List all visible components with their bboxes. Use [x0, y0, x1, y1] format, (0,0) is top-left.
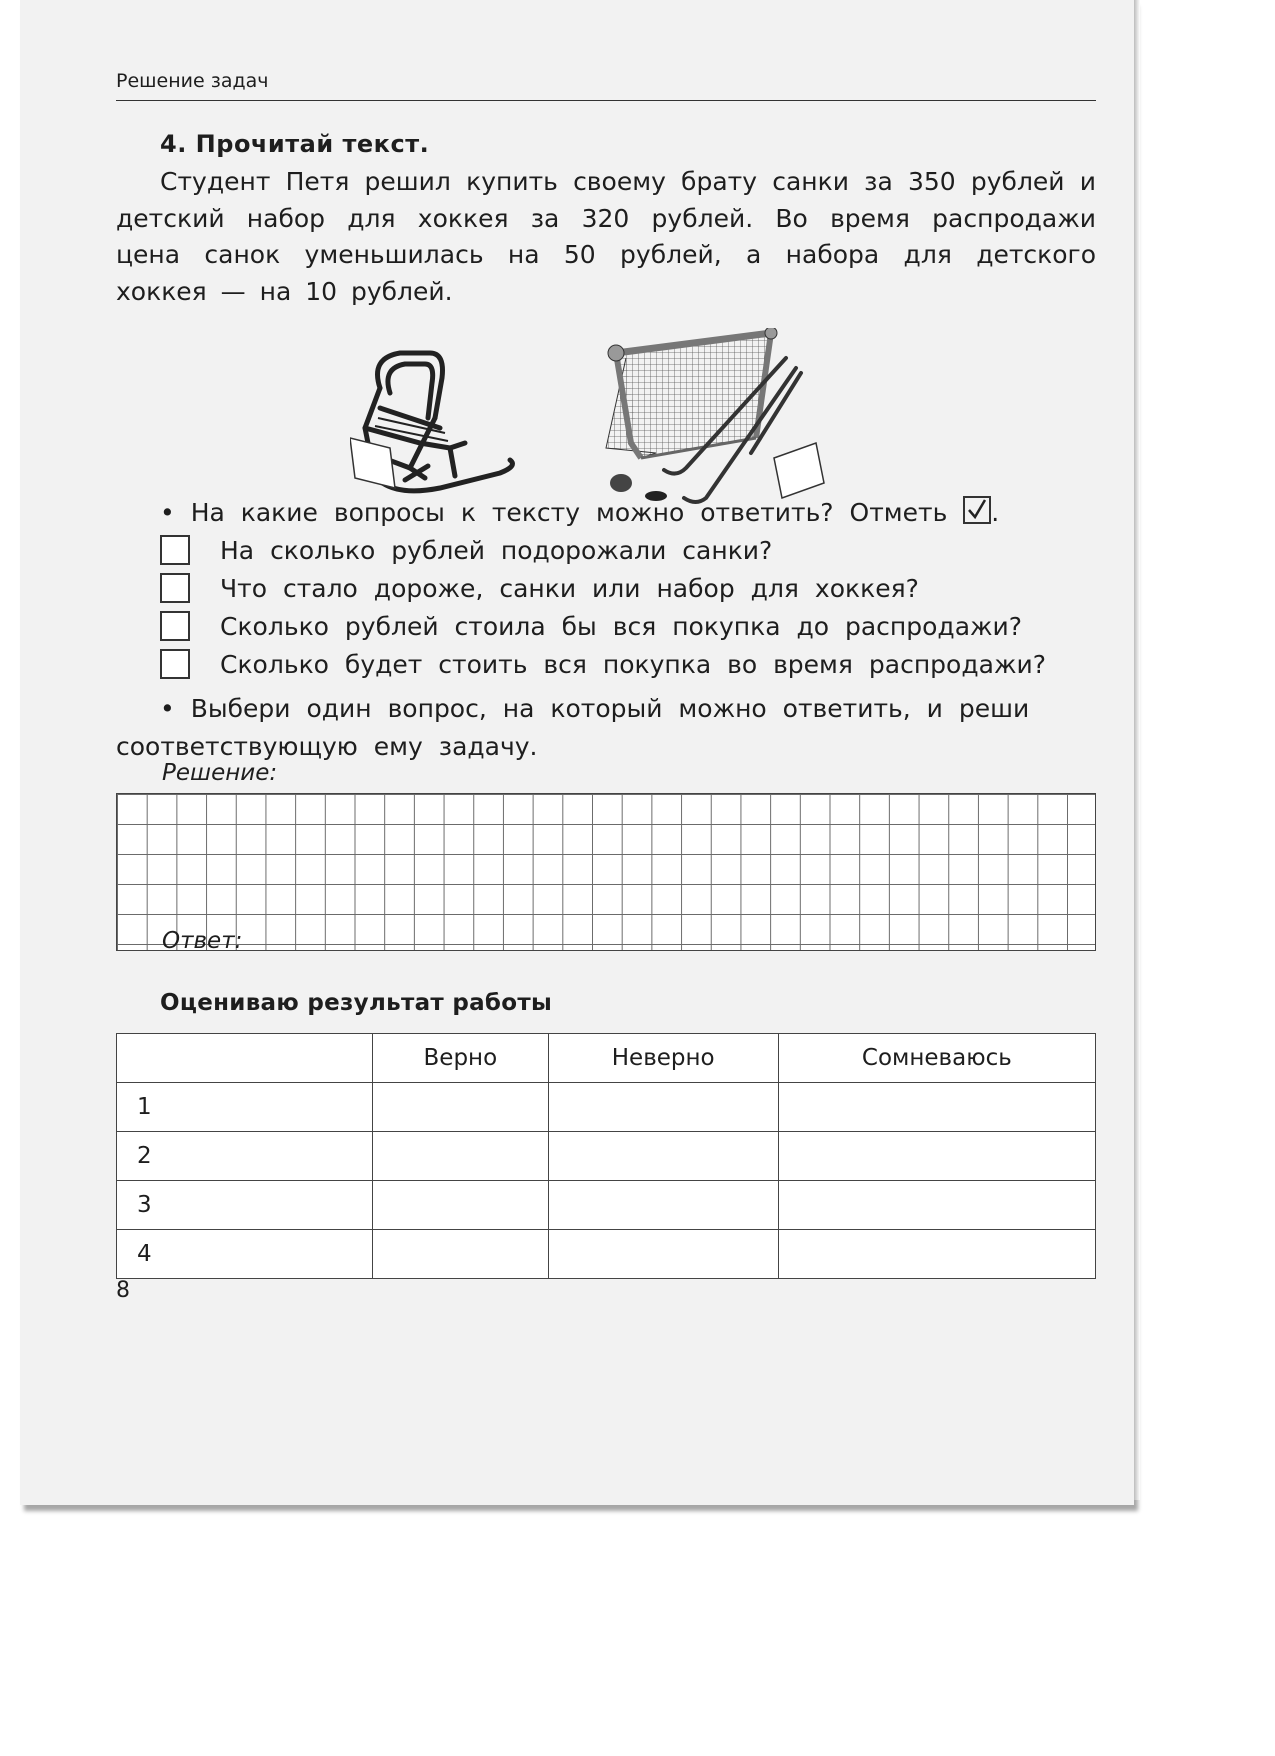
header-rule: [116, 100, 1096, 101]
question-option[interactable]: На сколько рублей подорожали санки?: [160, 535, 772, 565]
row-number: 4: [117, 1230, 373, 1279]
question-option[interactable]: Сколько будет стоить вся покупка во время распродажи?: [160, 649, 1046, 679]
table-row: [117, 1230, 1096, 1279]
table-cell[interactable]: [548, 1230, 778, 1279]
table-cell[interactable]: [548, 1132, 778, 1181]
table-header-cell: [117, 1034, 373, 1083]
page-number: 8: [116, 1278, 130, 1303]
table-cell[interactable]: [548, 1181, 778, 1230]
row-number: 2: [117, 1132, 373, 1181]
task-title: 4. Прочитай текст.: [160, 130, 430, 158]
table-cell[interactable]: [373, 1132, 549, 1181]
sled-icon: [350, 348, 530, 518]
solution-grid[interactable]: [116, 793, 1096, 951]
table-cell[interactable]: [373, 1181, 549, 1230]
answer-label: Ответ:: [162, 928, 243, 954]
question-option[interactable]: Сколько рублей стоила бы вся покупка до распродажи?: [160, 611, 1022, 641]
table-cell[interactable]: [778, 1132, 1095, 1181]
table-header-cell: Сомневаюсь: [778, 1034, 1095, 1083]
table-row: [117, 1181, 1096, 1230]
table-header-cell: Неверно: [548, 1034, 778, 1083]
evaluation-table: [116, 1033, 1096, 1279]
table-cell[interactable]: [778, 1083, 1095, 1132]
table-cell[interactable]: [778, 1230, 1095, 1279]
question-option[interactable]: Что стало дороже, санки или набор для хоккея?: [160, 573, 919, 603]
table-row: [117, 1132, 1096, 1181]
table-cell[interactable]: [548, 1083, 778, 1132]
questions-prompt: • На какие вопросы к тексту можно ответить? Отметь .: [160, 498, 1000, 527]
running-title: Решение задач: [116, 70, 269, 92]
task-text-body: Студент Петя решил купить своему брату санки за 350 рублей и детский набор для хоккея за 320 рублей. Во время распродажи цена санок уменьшилась на 50 рублей, а набора для детского хоккея — на 10 рублей.: [116, 167, 1096, 306]
check-mark-icon: [963, 496, 991, 524]
table-header-row: [117, 1034, 1096, 1083]
checkbox[interactable]: [160, 573, 190, 603]
table-row: [117, 1083, 1096, 1132]
solve-instruction: • Выбери один вопрос, на который можно ответить, и реши соответствующую ему задачу.: [116, 694, 1030, 761]
table-cell[interactable]: [373, 1230, 549, 1279]
table-cell[interactable]: [373, 1083, 549, 1132]
checkbox[interactable]: [160, 611, 190, 641]
row-number: 3: [117, 1181, 373, 1230]
checkbox[interactable]: [160, 535, 190, 565]
row-number: 1: [117, 1083, 373, 1132]
checkbox[interactable]: [160, 649, 190, 679]
table-header-cell: Верно: [373, 1034, 549, 1083]
table-cell[interactable]: [778, 1181, 1095, 1230]
solution-label: Решение:: [162, 760, 278, 786]
task-text: [116, 164, 1096, 310]
evaluation-title: Оцениваю результат работы: [160, 990, 553, 1016]
